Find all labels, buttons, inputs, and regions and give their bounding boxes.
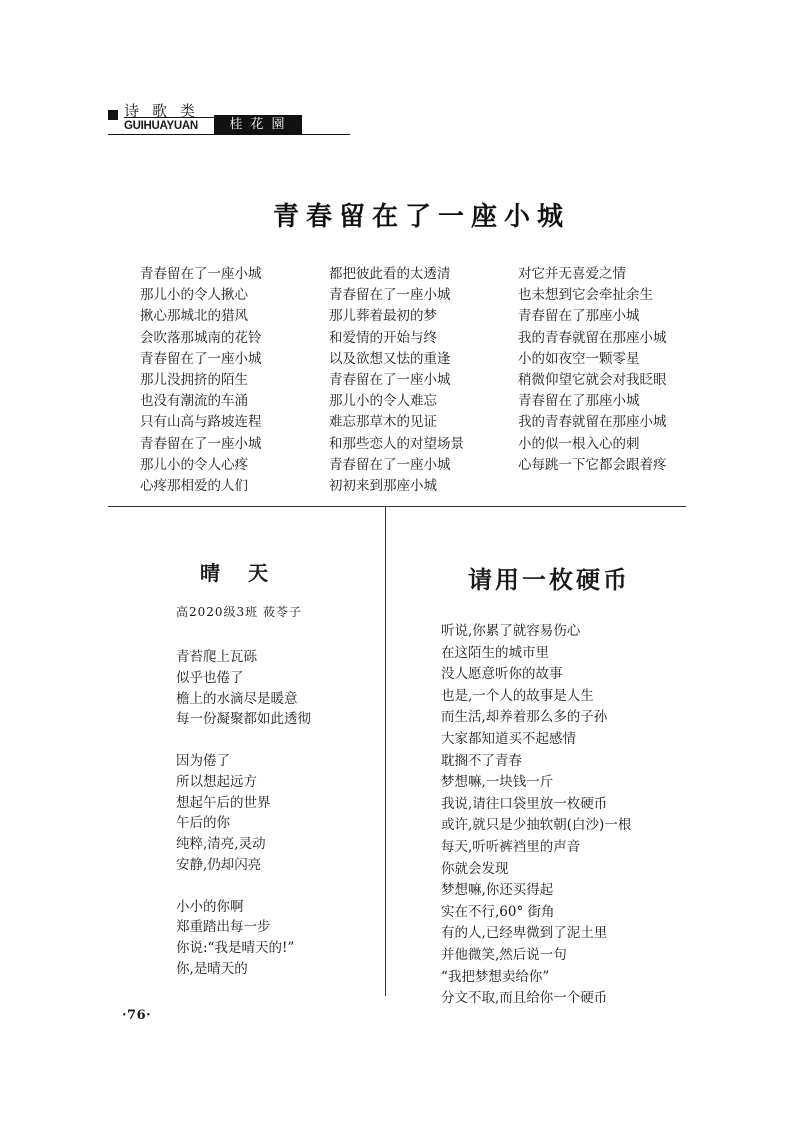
header-divider-top xyxy=(124,117,214,118)
poem-line: 青春留在了一座小城 xyxy=(140,435,262,452)
poem-line: 你说:“我是晴天的!” xyxy=(176,940,295,957)
poem-line: 似乎也倦了 xyxy=(176,669,244,686)
poem-line: 心疼那相爱的人们 xyxy=(140,477,248,494)
poem-line: 青春留在了那座小城 xyxy=(518,393,640,410)
poem-line: 而生活,却养着那么多的子孙 xyxy=(441,709,608,726)
poem-line: 或许,就只是少抽软朝(白沙)一根 xyxy=(441,817,632,834)
poem-line: 只有山高与路坡连程 xyxy=(140,414,262,431)
poem-line: 也是,一个人的故事是人生 xyxy=(441,687,594,704)
left-poem-byline: 高2020级3班 莜苓子 xyxy=(176,605,302,619)
poem-line: 梦想嘛,一块钱一斤 xyxy=(441,774,554,791)
poem-line: 你,是晴天的 xyxy=(176,960,248,977)
poem-line: “我把梦想卖给你” xyxy=(441,968,550,985)
poem-line: 那儿小的令人难忘 xyxy=(329,393,437,410)
stanza-break xyxy=(176,876,311,897)
poem-line: 那儿没拥挤的陌生 xyxy=(140,371,248,388)
main-poem-column-2 xyxy=(329,264,464,497)
poem-line: 我的青春就留在那座小城 xyxy=(518,414,667,431)
poem-line: 也未想到它会牵扯余生 xyxy=(518,287,653,304)
poem-line: 每天,听听裤裆里的声音 xyxy=(441,838,581,855)
poem-line: 耽搁不了青春 xyxy=(441,752,522,769)
poem-line: 对它并无喜爱之情 xyxy=(518,266,626,282)
poem-line: 小小的你啊 xyxy=(176,898,244,915)
poem-line: 和爱情的开始与终 xyxy=(329,329,437,346)
poem-line: 那儿葬着最初的梦 xyxy=(329,308,437,325)
poem-line: 青春留在了一座小城 xyxy=(140,266,262,282)
poem-line: 你就会发现 xyxy=(441,860,509,877)
right-poem-body xyxy=(441,621,631,1010)
poem-line: 安静,仍却闪亮 xyxy=(176,856,262,873)
horizontal-divider xyxy=(108,506,686,507)
poem-line: 难忘那草木的见证 xyxy=(329,414,437,431)
poem-line: 因为倦了 xyxy=(176,752,230,769)
poem-line: 以及欲想又怯的重逢 xyxy=(329,350,451,367)
poem-line: 有的人,已经卑微到了泥土里 xyxy=(441,925,608,942)
poem-line: 我的青春就留在那座小城 xyxy=(518,329,667,346)
poem-line: 都把彼此看的太透清 xyxy=(329,266,451,282)
poem-line: 梦想嘛,你还买得起 xyxy=(441,882,554,899)
right-poem-title: 请用一枚硬币 xyxy=(468,566,630,594)
poem-line: 稍微仰望它就会对我眨眼 xyxy=(518,371,667,388)
poem-line: 分文不取,而且给你一个硬币 xyxy=(441,990,608,1007)
column-name-badge: 桂花園 xyxy=(214,115,302,134)
poem-line: 和那些恋人的对望场景 xyxy=(329,435,464,452)
poem-line: 那儿小的令人心疼 xyxy=(140,456,248,473)
poem-line: 想起午后的世界 xyxy=(176,794,271,811)
poem-line: 小的如夜空一颗零星 xyxy=(518,350,640,367)
main-poem-column-1 xyxy=(140,264,262,497)
poem-line: 初初来到那座小城 xyxy=(329,477,437,494)
poem-line: 会吹落那城南的花铃 xyxy=(140,329,262,346)
poem-line: 那儿小的令人揪心 xyxy=(140,287,248,304)
poem-line: 大家都知道买不起感情 xyxy=(441,730,576,747)
poem-line: 檐上的水滴尽是暖意 xyxy=(176,690,298,707)
poem-line: 郑重踏出每一步 xyxy=(176,919,271,936)
stanza-break xyxy=(176,730,311,751)
poem-line: 小的似一根入心的刺 xyxy=(518,435,640,452)
poem-line: 所以想起远方 xyxy=(176,773,257,790)
poem-line: 每一份凝聚都如此透彻 xyxy=(176,711,311,728)
poem-line: 青春留在了一座小城 xyxy=(329,287,451,304)
poem-line: 青春留在了一座小城 xyxy=(329,371,451,388)
poem-line: 听说,你累了就容易伤心 xyxy=(441,623,581,639)
poem-line: 没人愿意听你的故事 xyxy=(441,666,563,683)
poem-line: 揪心那城北的猎风 xyxy=(140,308,248,325)
main-poem-column-3 xyxy=(518,264,667,476)
header-divider-bottom xyxy=(108,134,350,135)
poem-line: 纯粹,清亮,灵动 xyxy=(176,836,266,853)
poem-line: 青春留在了一座小城 xyxy=(329,456,451,473)
poem-line: 也没有潮流的车涌 xyxy=(140,393,248,410)
poem-line: 实在不行,60° 街角 xyxy=(441,903,555,920)
vertical-divider xyxy=(385,506,386,996)
poem-line: 心每跳一下它都会跟着疼 xyxy=(518,456,667,473)
header-square-mark xyxy=(108,110,118,120)
left-poem-title: 晴天 xyxy=(200,561,296,585)
poem-line: 青春留在了一座小城 xyxy=(140,350,262,367)
poem-line: 午后的你 xyxy=(176,815,230,832)
main-poem-title: 青春留在了一座小城 xyxy=(272,202,570,232)
poem-line: 并他微笑,然后说一句 xyxy=(441,946,567,963)
column-english-name: GUIHUAYUAN xyxy=(124,120,198,132)
poem-line: 我说,请往口袋里放一枚硬币 xyxy=(441,795,608,812)
page-number: ·76· xyxy=(122,1008,152,1023)
poem-line: 青苔爬上瓦砾 xyxy=(176,649,257,665)
poem-line: 青春留在了那座小城 xyxy=(518,308,640,325)
left-poem-body xyxy=(176,647,311,980)
poem-line: 在这陌生的城市里 xyxy=(441,644,549,661)
section-category: 诗歌类 xyxy=(124,102,209,120)
